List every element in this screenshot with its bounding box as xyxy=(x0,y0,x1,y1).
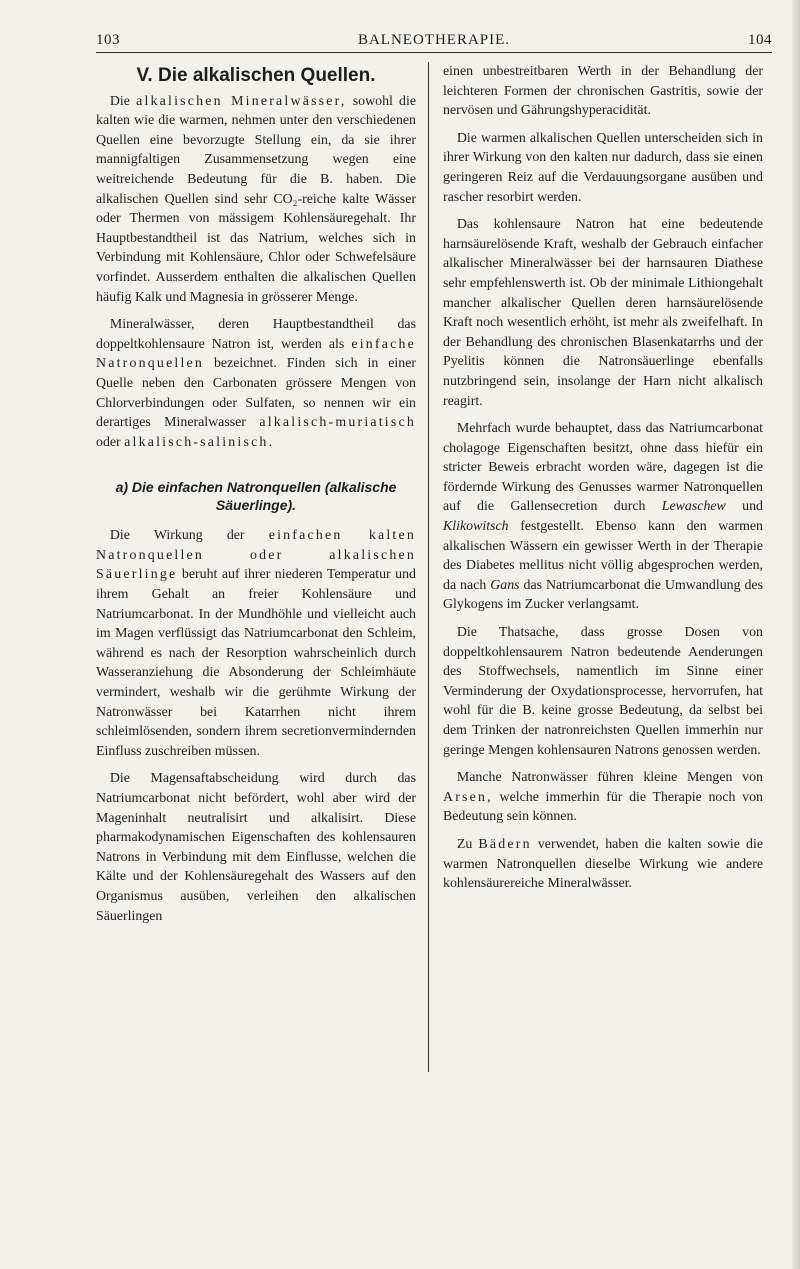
page-number-right: 104 xyxy=(748,32,772,48)
right-column xyxy=(443,62,763,902)
spaced-term: einfachen kalten Natronquellen oder alkalischen Säuerlinge xyxy=(96,528,416,583)
text-run: Manche Natronwässer führen kleine Mengen von xyxy=(456,770,763,786)
page-edge-shadow xyxy=(792,0,800,1269)
text-run: Die Wirkung der xyxy=(109,528,245,544)
subsection-title: a) Die einfachen Natronquellen (alkalische Säuerlinge). xyxy=(115,479,397,514)
running-title: BALNEOTHERAPIE. xyxy=(357,32,511,48)
paragraph-effect xyxy=(96,526,416,761)
text-run: das Natriumcarbonat die Umwandlung des Glykogens im Zucker verlangsamt. xyxy=(443,577,764,613)
text-run: festgestellt. Ebenso kann den warmen alkalischen Wässern ein gewisser Werth in der Therapie des Diabetes mellitus nicht völlig abgesprochen werden, da nach xyxy=(443,519,763,593)
running-header xyxy=(96,30,772,53)
text-run: Die xyxy=(109,93,130,109)
text-run: welche immerhin für die Therapie noch von Bedeutung sein können. xyxy=(443,789,763,825)
text-run: beruht auf ihrer niederen Temperatur und ihrem Gehalt an freier Kohlensäure und Natriumcarbonat. In der Mundhöhle und vielleicht auch im Magen verflüssigt das Natriumcarbonat den Schleim, während es nach der Resorption wahrscheinlich durch Wasseranziehung die Absonderung der Schleimhäute vermindert, weshalb wir die gerühmte Wirkung der Natronwässer bei Katarrhen nicht ihrem schleimlösenden, sondern ihrem secretionvermindernden Einfluss zuschreiben müssen. xyxy=(96,567,416,759)
spaced-term: alkalisch-muriatisch xyxy=(259,415,416,431)
author-name: Gans xyxy=(490,577,520,593)
author-name: Lewaschew xyxy=(661,499,726,515)
text-run: Zu xyxy=(456,836,473,852)
left-column xyxy=(96,62,416,934)
text-run: bezeichnet. Finden sich in einer Quelle neben den Carbonaten grössere Mengen von Chlorverbindungen oder Sulfaten, so nennen wir ein derartiges Mineralwasser xyxy=(96,356,416,431)
paragraph-intro xyxy=(96,92,416,308)
spaced-term: alkalischen Mineralwässer, xyxy=(136,93,347,109)
text-run: oder xyxy=(96,434,121,450)
paragraph-cholagogue xyxy=(443,419,763,615)
paragraph-baths xyxy=(443,835,763,894)
paragraph-continued: einen unbestreitbaren Werth in der Behandlung der leichteren Formen der chronischen Gastritis, sowie der nervösen und Gährungshyperacidität. xyxy=(443,64,763,119)
spaced-term: alkalisch-salinisch. xyxy=(124,434,275,450)
column-divider xyxy=(428,62,429,1072)
paragraph-gastric: Die Magensaftabscheidung wird durch das Natriumcarbonat nicht befördert, wohl aber wird der Mageninhalt neutralisirt und alkalisirt. Diese pharmakodynamischen Eigenschaften des kohlensauren Natrons in Verbindung mit dem Einflusse, welchen die Kälte und der Kohlensäuregehalt des Wassers auf den Organismus ausüben, verleihen den alkalischen Säuerlingen xyxy=(96,771,416,924)
text-run: Mehrfach wurde behauptet, dass das Natriumcarbonat cholagoge Eigenschaften besitzt, ohne dass hiefür ein stricter Beweis erbracht worden wäre, dagegen ist die fördernde Wirkung des Genusses warmer Natronquellen auf die Gallensecretion durch xyxy=(443,421,763,515)
paragraph-classification xyxy=(96,315,416,452)
spaced-term: Bädern xyxy=(478,836,532,852)
author-name: Klikowitsch xyxy=(443,519,509,535)
paragraph-warm-springs: Die warmen alkalischen Quellen unterscheiden sich in ihrer Wirkung von den kalten nur dadurch, dass sie einen geringeren Reiz auf die Verdauungsorgane ausüben und rascher resorbirt werden. xyxy=(443,130,763,205)
spaced-term: Arsen, xyxy=(443,789,493,805)
text-run: und xyxy=(742,499,763,515)
paragraph-uric-acid: Das kohlensaure Natron hat eine bedeutende harnsäurelösende Kraft, weshalb der Gebrauch einfacher alkalischer Mineralwässer bei der harnsauren Diathese sehr empfehlenswerth ist. Ob der minimale Lithiongehalt mancher alkalischer Quellen deren harnsäurelösende Kraft noch wesentlich erhöht, ist mehr als zweifelhaft. In der Behandlung des chronischen Blasenkatarrhs und der Pyelitis können die Natronsäuerlinge ebenfalls nutzbringend sein, insolange der Harn nicht alkalisch reagirt. xyxy=(443,217,763,409)
paragraph-metabolism: Die Thatsache, dass grosse Dosen von doppeltkohlensaurem Natron bedeutende Aenderungen des Stoffwechsels, namentlich im Sinne einer Verminderung der Oxydationsprocesse, hervorrufen, hat wohl für die B. keine grosse Bedeutung, da selbst bei dem Trinken der natronreichsten Quellen immerhin nur geringe Mengen kohlensauren Natrons genossen werden. xyxy=(443,625,763,758)
text-run: sowohl die kalten wie die warmen, nehmen unter den verschiedenen Quellen eine bevorzugte Stellung ein, da sie ihrer mannigfaltigen Zusammensetzung wegen eine weitreichende Bedeutung für die B. haben. Die alkalischen Quellen sind sehr CO₂-reiche kalte Wässer oder Thermen von mässigem Kohlensäuregehalt. Ihr Hauptbestandtheil ist das Natrium, welches sich in Verbindung mit Kohlensäure, Chlor oder Schwefelsäure vorfindet. Ausserdem enthalten die alkalischen Quellen häufig Kalk und Magnesia in grösserer Menge. xyxy=(96,93,416,305)
page-number-left: 103 xyxy=(96,32,120,48)
paragraph-arsenic xyxy=(443,768,763,827)
section-title: V. Die alkalischen Quellen. xyxy=(136,65,376,86)
text-run: Mineralwässer, deren Hauptbestandtheil das doppeltkohlensaure Natron ist, werden als xyxy=(96,317,416,352)
text-run: verwendet, haben die kalten sowie die warmen Natronquellen dieselbe Wirkung wie andere kohlensäurereiche Mineralwässer. xyxy=(443,836,764,892)
spaced-term: einfache Natronquellen xyxy=(96,336,416,372)
